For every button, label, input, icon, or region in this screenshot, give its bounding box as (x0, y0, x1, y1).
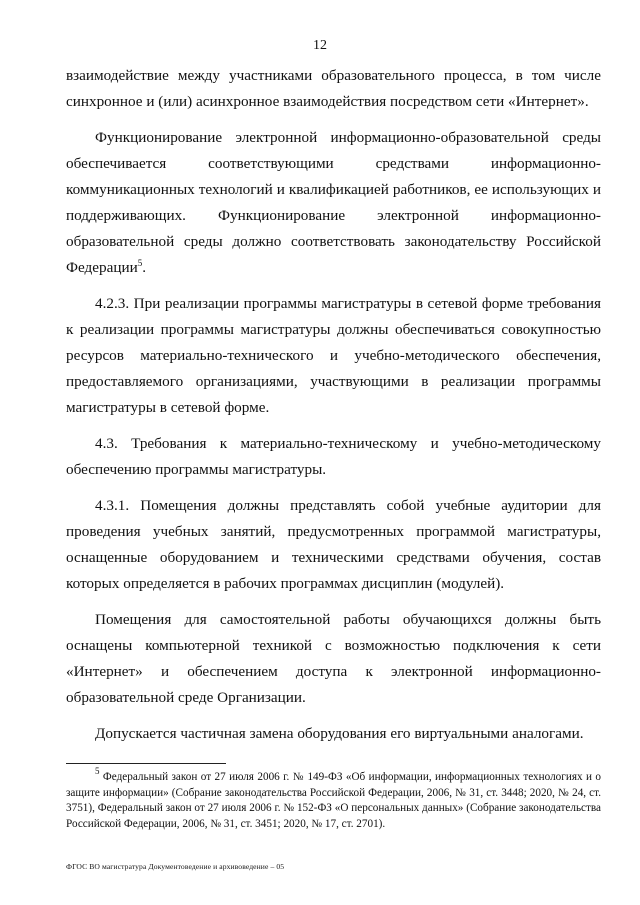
page-footer: ФГОС ВО магистратура Документоведение и архивоведение – 05 (66, 862, 285, 871)
footnote-reference[interactable]: 5 (137, 258, 143, 268)
body-text (66, 63, 601, 757)
paragraph-4-3: 4.3. Требования к материально-техническому и учебно-методическому обеспечению программы магистратуры. (66, 435, 601, 478)
paragraph-4-2-3: 4.2.3. При реализации программы магистратуры в сетевой форме требования к реализации программы магистратуры должны обеспечиваться совокупностью ресурсов материально-технического и учебно-методического обеспечения, предоставляемого организациями, участвующими в реализации программы магистратуры в сетевой форме. (66, 295, 601, 416)
footnote-text: Федеральный закон от 27 июля 2006 г. № 149-ФЗ «Об информации, информационных технологиях и о защите информации» (Собрание законодательства Российской Федерации, 2006, № 31, ст. 3448; 2020, № 24, ст. 3751), Федеральный закон от 27 июля 2006 г. № 152-ФЗ «О персональных данных» (Собрание законодательства Российской Федерации, 2006, № 31, ст. 3451; 2020, № 17, ст. 2701). (66, 771, 601, 830)
page-number: 12 (313, 38, 327, 53)
footnote-marker: 5 (95, 766, 100, 776)
paragraph-self-study-rooms: Помещения для самостоятельной работы обучающихся должны быть оснащены компьютерной техникой с возможностью подключения к сети «Интернет» и обеспечением доступа к электронной информационно-образовательной среде Организации. (66, 611, 601, 706)
paragraph-text: Функционирование электронной информационно-образовательной среды обеспечивается соответствующими средствами информационно-коммуникационных технологий и квалификацией работников, ее использующих и поддерживающих. Функционирование электронной информационно-образовательной среды должно соответствовать законодательству Российской Федерации (66, 129, 601, 276)
paragraph-virtual-analogs: Допускается частичная замена оборудования его виртуальными аналогами. (95, 725, 584, 742)
footnote-separator (66, 763, 226, 764)
paragraph-4-3-1: 4.3.1. Помещения должны представлять собой учебные аудитории для проведения учебных занятий, предусмотренных программой магистратуры, оснащенные оборудованием и техническими средствами обучения, состав которых определяется в рабочих программах дисциплин (модулей). (66, 497, 601, 592)
footnote (66, 766, 601, 832)
paragraph-continuation: взаимодействие между участниками образовательного процесса, в том числе синхронное и (или) асинхронное взаимодействия посредством сети «Интернет». (66, 67, 601, 110)
paragraph-eios-functioning (66, 125, 601, 281)
paragraph-end: . (142, 259, 147, 276)
